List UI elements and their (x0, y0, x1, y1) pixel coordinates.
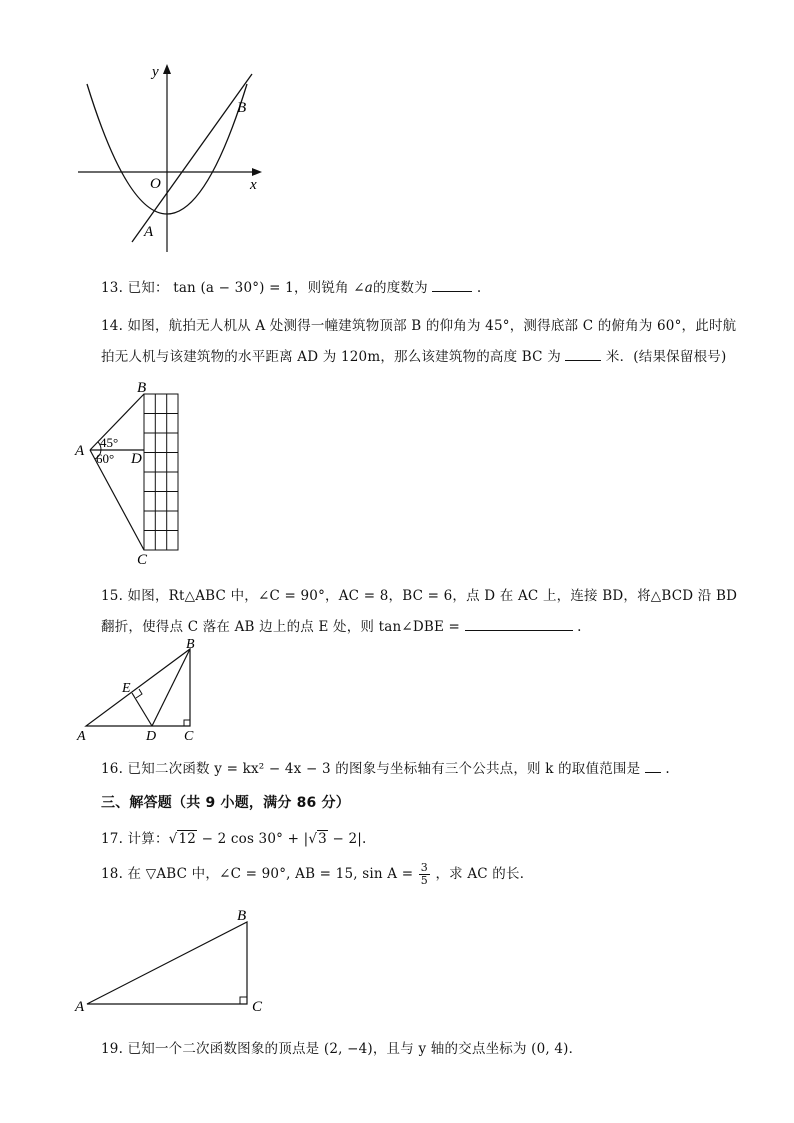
label-b: B (137, 380, 147, 396)
label-e: E (122, 681, 131, 696)
q18-frac-den: 5 (420, 874, 428, 887)
y-axis-arrow (163, 64, 171, 74)
q13-post: 的度数为 (373, 280, 428, 296)
triangle-abc (86, 649, 190, 726)
triangle-abc (87, 922, 247, 1004)
q14-line2-post: 米．(结果保留根号) (605, 349, 727, 365)
fold-figure (70, 638, 220, 748)
q13-angle: ∠a (353, 280, 374, 296)
parabola-figure (70, 60, 270, 260)
angle-label-60: 60° (96, 451, 115, 466)
right-angle-c (184, 720, 190, 726)
y-axis-label: y (152, 64, 159, 80)
q13-expression: tan (a − 30°) = 1 (173, 280, 294, 296)
q15-line2-post: . (577, 619, 582, 635)
question-16 (101, 757, 670, 777)
label-a: A (77, 729, 86, 744)
x-axis-arrow (252, 168, 262, 176)
label-b: B (186, 638, 195, 652)
q17-mid: − 2 cos 30° + | (197, 831, 309, 847)
building-grid (144, 394, 178, 550)
right-angle-c (240, 997, 247, 1004)
sqrt-symbol: √ (168, 831, 178, 847)
label-a: A (75, 443, 85, 459)
q17-sqrt12: 12 (178, 831, 197, 847)
q15-line2-pre: 翻折，使得点 C 落在 AB 边上的点 E 处，则 tan∠DBE = (101, 619, 461, 635)
question-14-line-1: 14. 如图，航拍无人机从 A 处测得一幢建筑物顶部 B 的仰角为 45°，测得底部 C 的俯角为 60°，此时航 (101, 318, 737, 334)
sqrt-symbol-2: √ (308, 831, 318, 847)
q14-line2-pre: 拍无人机与该建筑物的水平距离 AD 为 120m，那么该建筑物的高度 BC 为 (101, 349, 561, 365)
point-a-label: A (144, 224, 154, 240)
question-13 (101, 276, 481, 296)
angle-label-45: 45° (100, 435, 119, 450)
question-17 (101, 827, 366, 847)
label-a: A (75, 999, 85, 1015)
question-18 (101, 862, 533, 887)
label-d: D (146, 729, 157, 744)
q15-answer-blank (465, 618, 573, 631)
line-de (132, 693, 152, 726)
q16-answer-blank (645, 760, 661, 773)
q17-pre: 17. 计算： (101, 831, 169, 847)
label-d: D (131, 451, 142, 467)
q18-frac-num: 3 (420, 861, 428, 874)
origin-label: O (150, 176, 161, 192)
right-angle-e (136, 689, 142, 698)
line-bd (152, 649, 190, 726)
q18-pre: 18. 在 ▽ABC 中，∠C = 90°, AB = 15, sin A = (101, 866, 414, 882)
x-axis-label: x (250, 177, 257, 193)
q18-post: ，求 AC 的长． (435, 866, 534, 882)
q17-post: − 2|. (327, 831, 367, 847)
q14-answer-blank (565, 348, 601, 361)
section-3-heading: 三、解答题（共 9 小题，满分 86 分） (101, 795, 350, 811)
question-14-line-2 (101, 345, 726, 365)
label-c: C (252, 999, 263, 1015)
q16-text-post: . (665, 761, 670, 777)
question-15-line-2 (101, 615, 582, 635)
q16-text-pre: 16. 已知二次函数 y = kx² − 4x − 3 的图象与坐标轴有三个公共点，则 k 的取值范围是 (101, 761, 641, 777)
q13-answer-blank (432, 279, 472, 292)
building-figure (70, 375, 200, 570)
q17-sqrt3: 3 (318, 831, 327, 847)
question-15-line-1: 15. 如图，Rt△ABC 中，∠C = 90°，AC = 8，BC = 6，点 D 在 AC 上，连接 BD，将△BCD 沿 BD (101, 588, 738, 604)
right-triangle-figure (70, 903, 280, 1018)
line-ab (132, 74, 252, 242)
label-b: B (237, 908, 247, 924)
label-c: C (184, 729, 194, 744)
label-c: C (137, 552, 148, 568)
q13-number: 13. (101, 280, 124, 296)
point-b-label: B (237, 100, 247, 116)
q13-end: . (476, 280, 482, 296)
q13-pre: 已知： (127, 280, 169, 296)
question-19: 19. 已知一个二次函数图象的顶点是 (2, −4)，且与 y 轴的交点坐标为 (0, 4)． (101, 1041, 583, 1057)
q18-fraction (419, 862, 430, 887)
q13-mid: ，则锐角 (293, 280, 349, 296)
